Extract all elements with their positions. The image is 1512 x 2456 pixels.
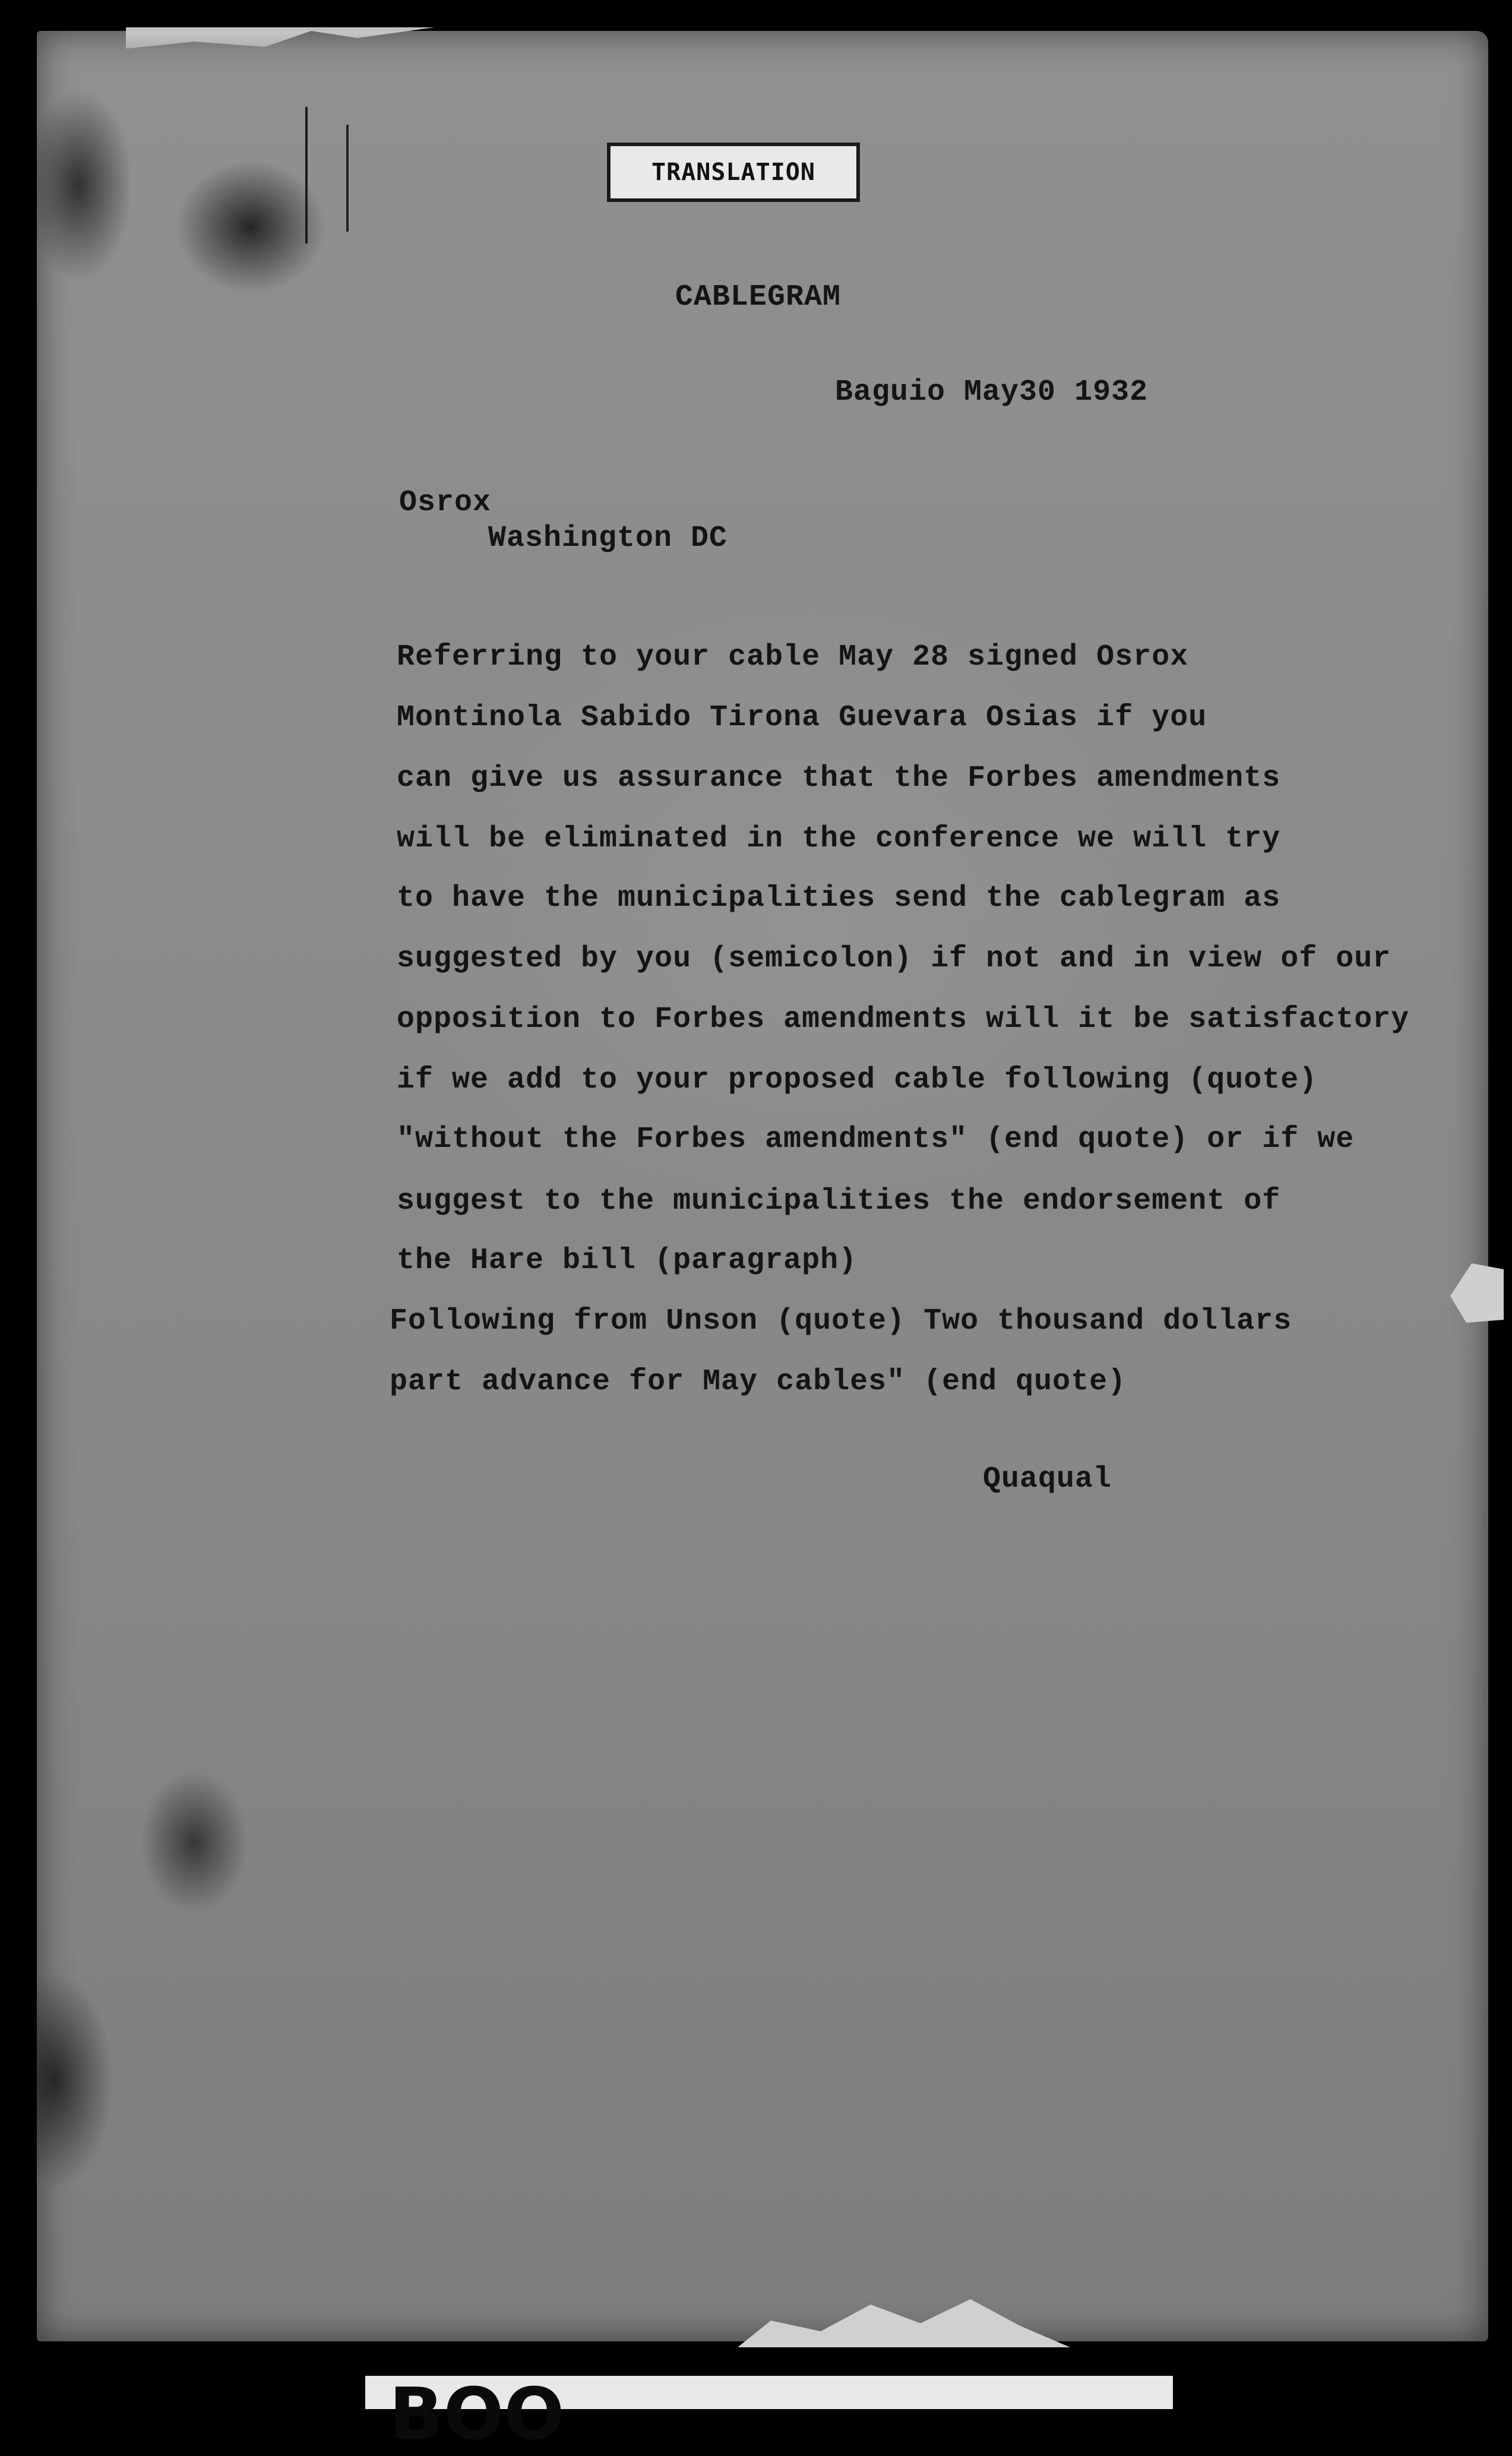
archive-number: BOO bbox=[389, 2373, 565, 2456]
body-line: Referring to your cable May 28 signed Osrox bbox=[397, 640, 1189, 674]
body-line: part advance for May cables" (end quote) bbox=[390, 1365, 1127, 1399]
body-line: if we add to your proposed cable following (quote) bbox=[397, 1063, 1318, 1097]
body-line: Following from Unson (quote) Two thousand dollars bbox=[390, 1304, 1292, 1338]
document-heading: CABLEGRAM bbox=[675, 280, 842, 314]
torn-top-edge bbox=[126, 27, 435, 63]
addressee-name: Osrox bbox=[399, 486, 492, 520]
fold-mark bbox=[346, 125, 349, 232]
body-line: will be eliminated in the conference we will try bbox=[397, 822, 1281, 856]
body-line: can give us assurance that the Forbes amendments bbox=[397, 761, 1281, 795]
date-line: Baguio May30 1932 bbox=[835, 375, 1149, 409]
translation-stamp: TRANSLATION bbox=[607, 143, 860, 202]
body-line: opposition to Forbes amendments will it be satisfactory bbox=[397, 1003, 1410, 1036]
body-line: the Hare bill (paragraph) bbox=[397, 1244, 858, 1278]
body-line: to have the municipalities send the cablegram as bbox=[397, 881, 1281, 915]
body-line: Montinola Sabido Tirona Guevara Osias if you bbox=[397, 701, 1207, 735]
archive-label-strip bbox=[365, 2373, 1173, 2456]
addressee-city: Washington DC bbox=[488, 521, 728, 555]
signature: Quaqual bbox=[983, 1462, 1112, 1496]
body-line: suggest to the municipalities the endorsement of bbox=[397, 1184, 1281, 1218]
torn-bottom-edge bbox=[738, 2294, 1070, 2347]
torn-notch bbox=[1450, 1263, 1504, 1323]
body-line: "without the Forbes amendments" (end quote) or if we bbox=[397, 1123, 1355, 1156]
body-line: suggested by you (semicolon) if not and in view of our bbox=[397, 942, 1391, 976]
fold-mark bbox=[305, 107, 308, 244]
